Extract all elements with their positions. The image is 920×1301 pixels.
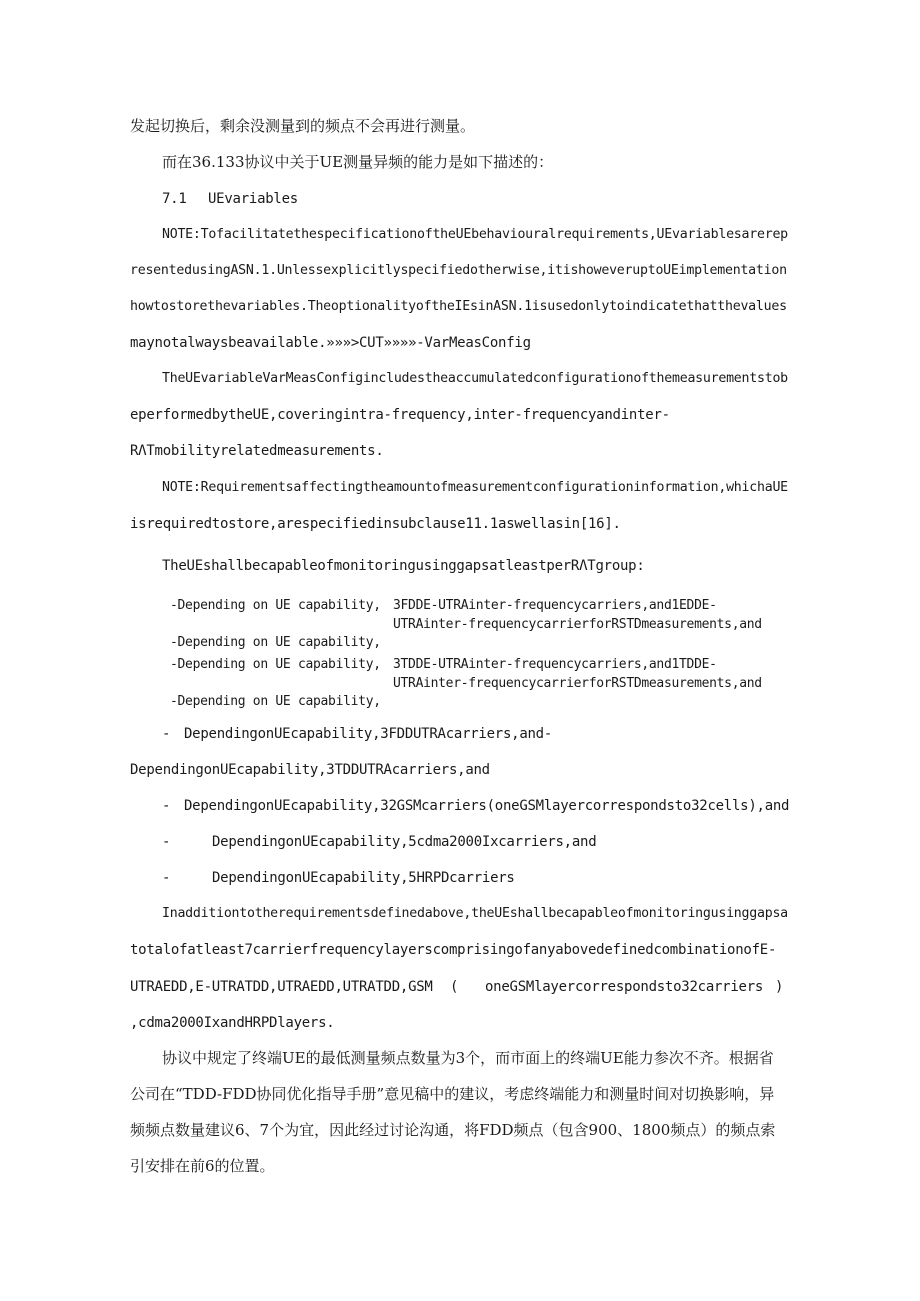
bullet-tdd-utra: DependingonUEcapability,3TDDUTRAcarriers,and xyxy=(130,762,490,778)
paragraph-36133-intro: 而在36.133协议中关于UE测量异频的能力是如下描述的： xyxy=(162,153,554,171)
table-row-right-cont: UTRAinter-frequencycarrierforRSTDmeasurements,and xyxy=(393,617,762,632)
bullet-fdd-utra: DependingonUEcapability,3FDDUTRAcarriers,and- xyxy=(184,726,553,742)
conclusion-line-1: 协议中规定了终端UE的最低测量频点数量为3个，而市面上的终端UE能力参次不齐。根据省 xyxy=(162,1049,774,1067)
close-paren: ) xyxy=(775,979,784,995)
addition-line-4: ,cdma2000IxandHRPDlayers. xyxy=(130,1015,335,1031)
addition-line-3-note: oneGSMlayercorrespondsto32carriers xyxy=(485,979,764,995)
table-row-right: 3TDDE-UTRAinter-frequencycarriers,and1TDDE- xyxy=(393,657,717,672)
note2-line-1: NOTE:Requirementsaffectingtheamountofmeasurementconfigurationinformation,whichaUE xyxy=(162,480,788,495)
addition-line-2: totalofatleast7carrierfrequencylayerscomprisingofanyabovedefinedcombinationofE- xyxy=(130,942,777,958)
table-row-left: -Depending on UE capability, xyxy=(170,694,381,709)
conclusion-line-4: 引安排在前6的位置。 xyxy=(130,1157,275,1175)
varmeas-line-3: RΛTmobilityrelatedmeasurements. xyxy=(130,443,384,459)
varmeas-line-2: eperformedbytheUE,coveringintra-frequency,inter-frequencyandinter- xyxy=(130,407,670,423)
table-row-left: -Depending on UE capability, xyxy=(170,657,381,672)
bullet-dash: - xyxy=(162,726,171,742)
section-title: UEvariables xyxy=(208,191,298,207)
table-row-right: 3FDDE-UTRAinter-frequencycarriers,and1EDDE- xyxy=(393,598,717,613)
rat-group-intro: TheUEshallbecapableofmonitoringusinggapsatleastperRΛTgroup: xyxy=(162,558,645,574)
open-paren: ( xyxy=(450,979,459,995)
conclusion-line-3: 频频点数量建议6、7个为宜，因此经过讨论沟通，将FDD频点（包含900、1800频点）的频点索 xyxy=(130,1121,776,1139)
note1-line-3: howtostorethevariables.TheoptionalityoftheIEsinASN.1isusedonlytoindicatethatthevalues xyxy=(130,299,787,314)
bullet-cdma: DependingonUEcapability,5cdma2000Ixcarriers,and xyxy=(212,834,597,850)
note1-line-1: NOTE:TofacilitatethespecificationoftheUEbehaviouralrequirements,UEvariablesarerep xyxy=(162,227,788,242)
note2-line-2: isrequiredtostore,arespecifiedinsubclause11.1aswellasin[16]. xyxy=(130,516,621,532)
bullet-gsm: DependingonUEcapability,32GSMcarriers(oneGSMlayercorrespondsto32cells),and xyxy=(184,798,790,814)
section-number: 7.1 xyxy=(162,191,187,207)
bullet-hrpd: DependingonUEcapability,5HRPDcarriers xyxy=(212,870,515,886)
table-row-right-cont: UTRAinter-frequencycarrierforRSTDmeasurements,and xyxy=(393,676,762,691)
bullet-dash: - xyxy=(162,870,171,886)
table-row-left: -Depending on UE capability, xyxy=(170,598,381,613)
paragraph-handover: 发起切换后，剩余没测量到的频点不会再进行测量。 xyxy=(130,117,476,135)
bullet-dash: - xyxy=(162,798,171,814)
bullet-dash: - xyxy=(162,834,171,850)
conclusion-line-2: 公司在“TDD-FDD协同优化指导手册”意见稿中的建议，考虑终端能力和测量时间对切换影响，异 xyxy=(130,1085,775,1103)
addition-line-3: UTRAEDD,E-UTRATDD,UTRAEDD,UTRATDD,GSM xyxy=(130,979,433,995)
table-row-left: -Depending on UE capability, xyxy=(170,635,381,650)
addition-line-1: Inadditiontotherequirementsdefinedabove,theUEshallbecapableofmonitoringusinggapsa xyxy=(162,906,788,921)
varmeas-line-1: TheUEvariableVarMeasConfigincludestheaccumulatedconfigurationofthemeasurementstob xyxy=(162,371,788,386)
note1-line-2: resentedusingASN.1.Unlessexplicitlyspecifiedotherwise,itishoweveruptoUEimplementation xyxy=(130,263,787,278)
note1-line-4: maynotalwaysbeavailable.»»»>CUT»»»»-VarMeasConfig xyxy=(130,335,531,351)
